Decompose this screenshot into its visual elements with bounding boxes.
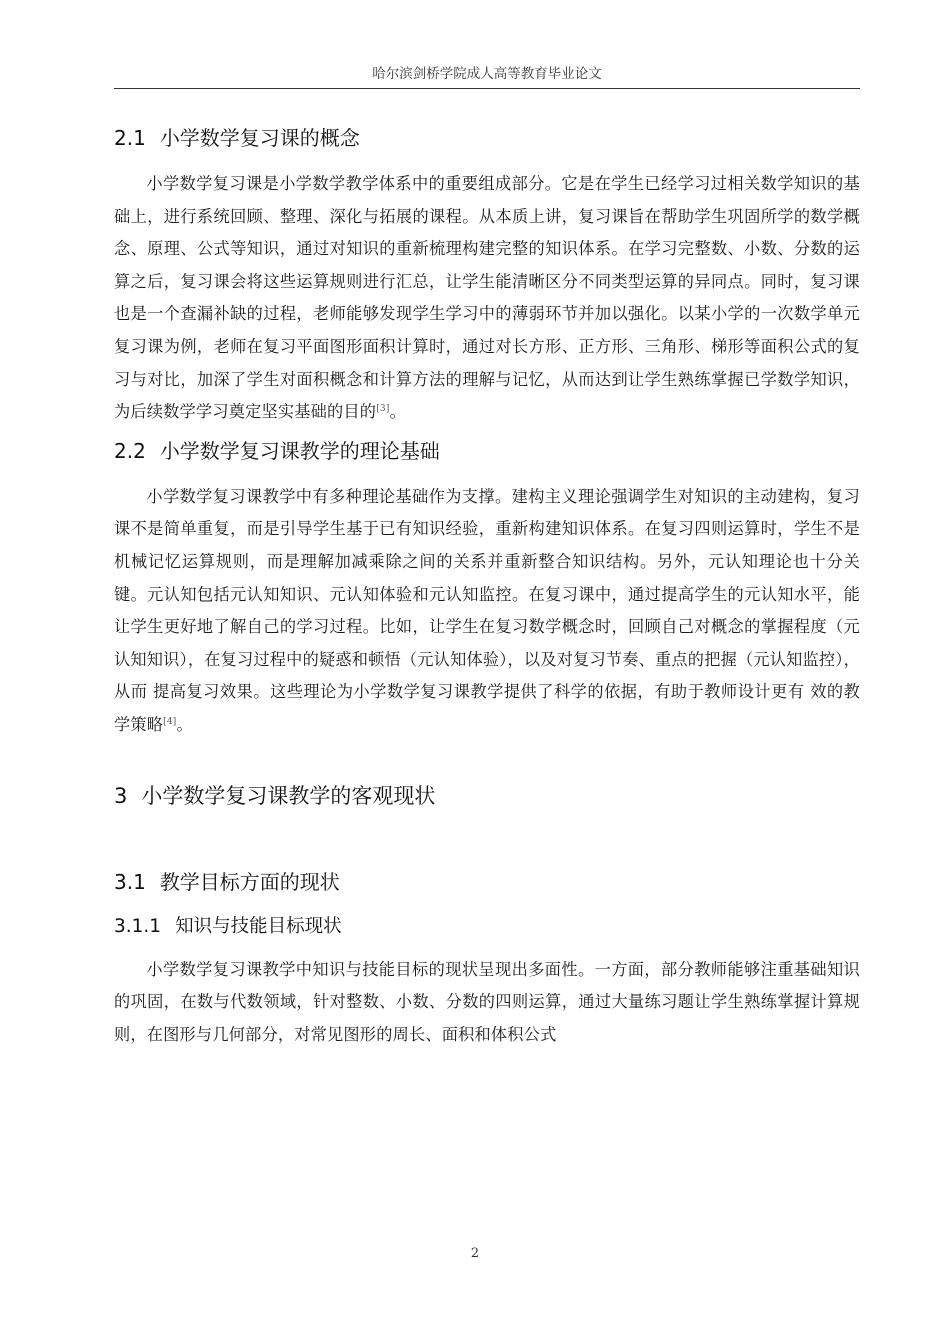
- citation-ref: [4]: [163, 716, 177, 727]
- page-number: 2: [470, 1246, 480, 1261]
- section-title: 小学数学复习课教学的理论基础: [159, 438, 440, 463]
- section-2-1-heading: [114, 120, 860, 156]
- section-title: 小学数学复习课的概念: [159, 126, 360, 150]
- paragraph-text: 小学数学复习课教学中有多种理论基础作为支撑。建构主义理论强调学生对知识的主动建构，复习课不是简单重复，而是引导学生基于已有知识经验，重新构建知识体系。在复习四则运算时，学生不是机械记忆运算规则，而是理解加减乘除之间的关系并重新整合知识结构。另外，元认知理论也十分关键。元认知包括元认知知识、元认知体验和元认知监控。在复习课中，通过提高学生的元认知水平，能让学生更好地了解自己的学习过程。比如，让学生在复习数学概念时，回顾自己对概念的掌握程度（元认知知识），在复习过程中的疑惑和顿悟（元认知体验），以及对复习节奏、重点的把握（元认知监控），从而 提高复习效果。这些理论为小学数学复习课教学提供了科学的依据，有助于教师设计更有 效的教学策略: [114, 486, 860, 734]
- section-2-2-heading: [114, 433, 860, 469]
- section-2-1-paragraph: [114, 168, 860, 429]
- section-number: 3.1: [114, 869, 146, 894]
- section-number: 2.1: [114, 126, 146, 150]
- paragraph-text: 小学数学复习课教学中知识与技能目标的现状呈现出多面性。一方面，部分教师能够注重基础知识的巩固，在数与代数领域，针对整数、小数、分数的四则运算，通过大量练习题让学生熟练掌握计算规则，在图形与几何部分，对常见图形的周长、面积和体积公式: [114, 959, 860, 1044]
- section-3-1-1-paragraph: [114, 954, 860, 1052]
- section-title: 知识与技能目标现状: [175, 915, 342, 937]
- paragraph-end: 。: [389, 402, 406, 422]
- section-title: 教学目标方面的现状: [159, 869, 340, 894]
- page-header: [114, 58, 860, 89]
- section-2-2-paragraph: [114, 481, 860, 742]
- chapter-number: 3: [114, 783, 128, 808]
- citation-ref: [3]: [376, 404, 390, 415]
- section-number: 3.1.1: [114, 915, 162, 937]
- paragraph-end: 。: [176, 714, 193, 734]
- chapter-title: 小学数学复习课教学的客观现状: [141, 783, 436, 808]
- document-body: [114, 120, 860, 1051]
- paragraph-text: 小学数学复习课是小学数学教学体系中的重要组成部分。它是在学生已经学习过相关数学知识的基础上，进行系统回顾、整理、深化与拓展的课程。从本质上讲，复习课旨在帮助学生巩固所学的数学概念、原理、公式等知识，通过对知识的重新梳理构建完整的知识体系。在学习完整数、小数、分数的运算之后，复习课会将这些运算规则进行汇总，让学生能清晰区分不同类型运算的异同点。同时，复习课也是一个查漏补缺的过程，老师能够发现学生学习中的薄弱环节并加以强化。以某小学的一次数学单元复习课为例，老师在复习平面图形面积计算时，通过对长方形、正方形、三角形、梯形等面积公式的复习与对比，加深了学生对面积概念和计算方法的理解与记忆，从而达到让学生熟练掌握已学数学知识，为后续数学学习奠定坚实基础的目的: [114, 174, 860, 422]
- chapter-3-heading: [114, 776, 860, 816]
- header-title: 哈尔滨剑桥学院成人高等教育毕业论文: [372, 66, 602, 82]
- section-number: 2.2: [114, 438, 146, 463]
- section-3-1-heading: [114, 864, 860, 900]
- section-3-1-1-heading: [114, 910, 860, 944]
